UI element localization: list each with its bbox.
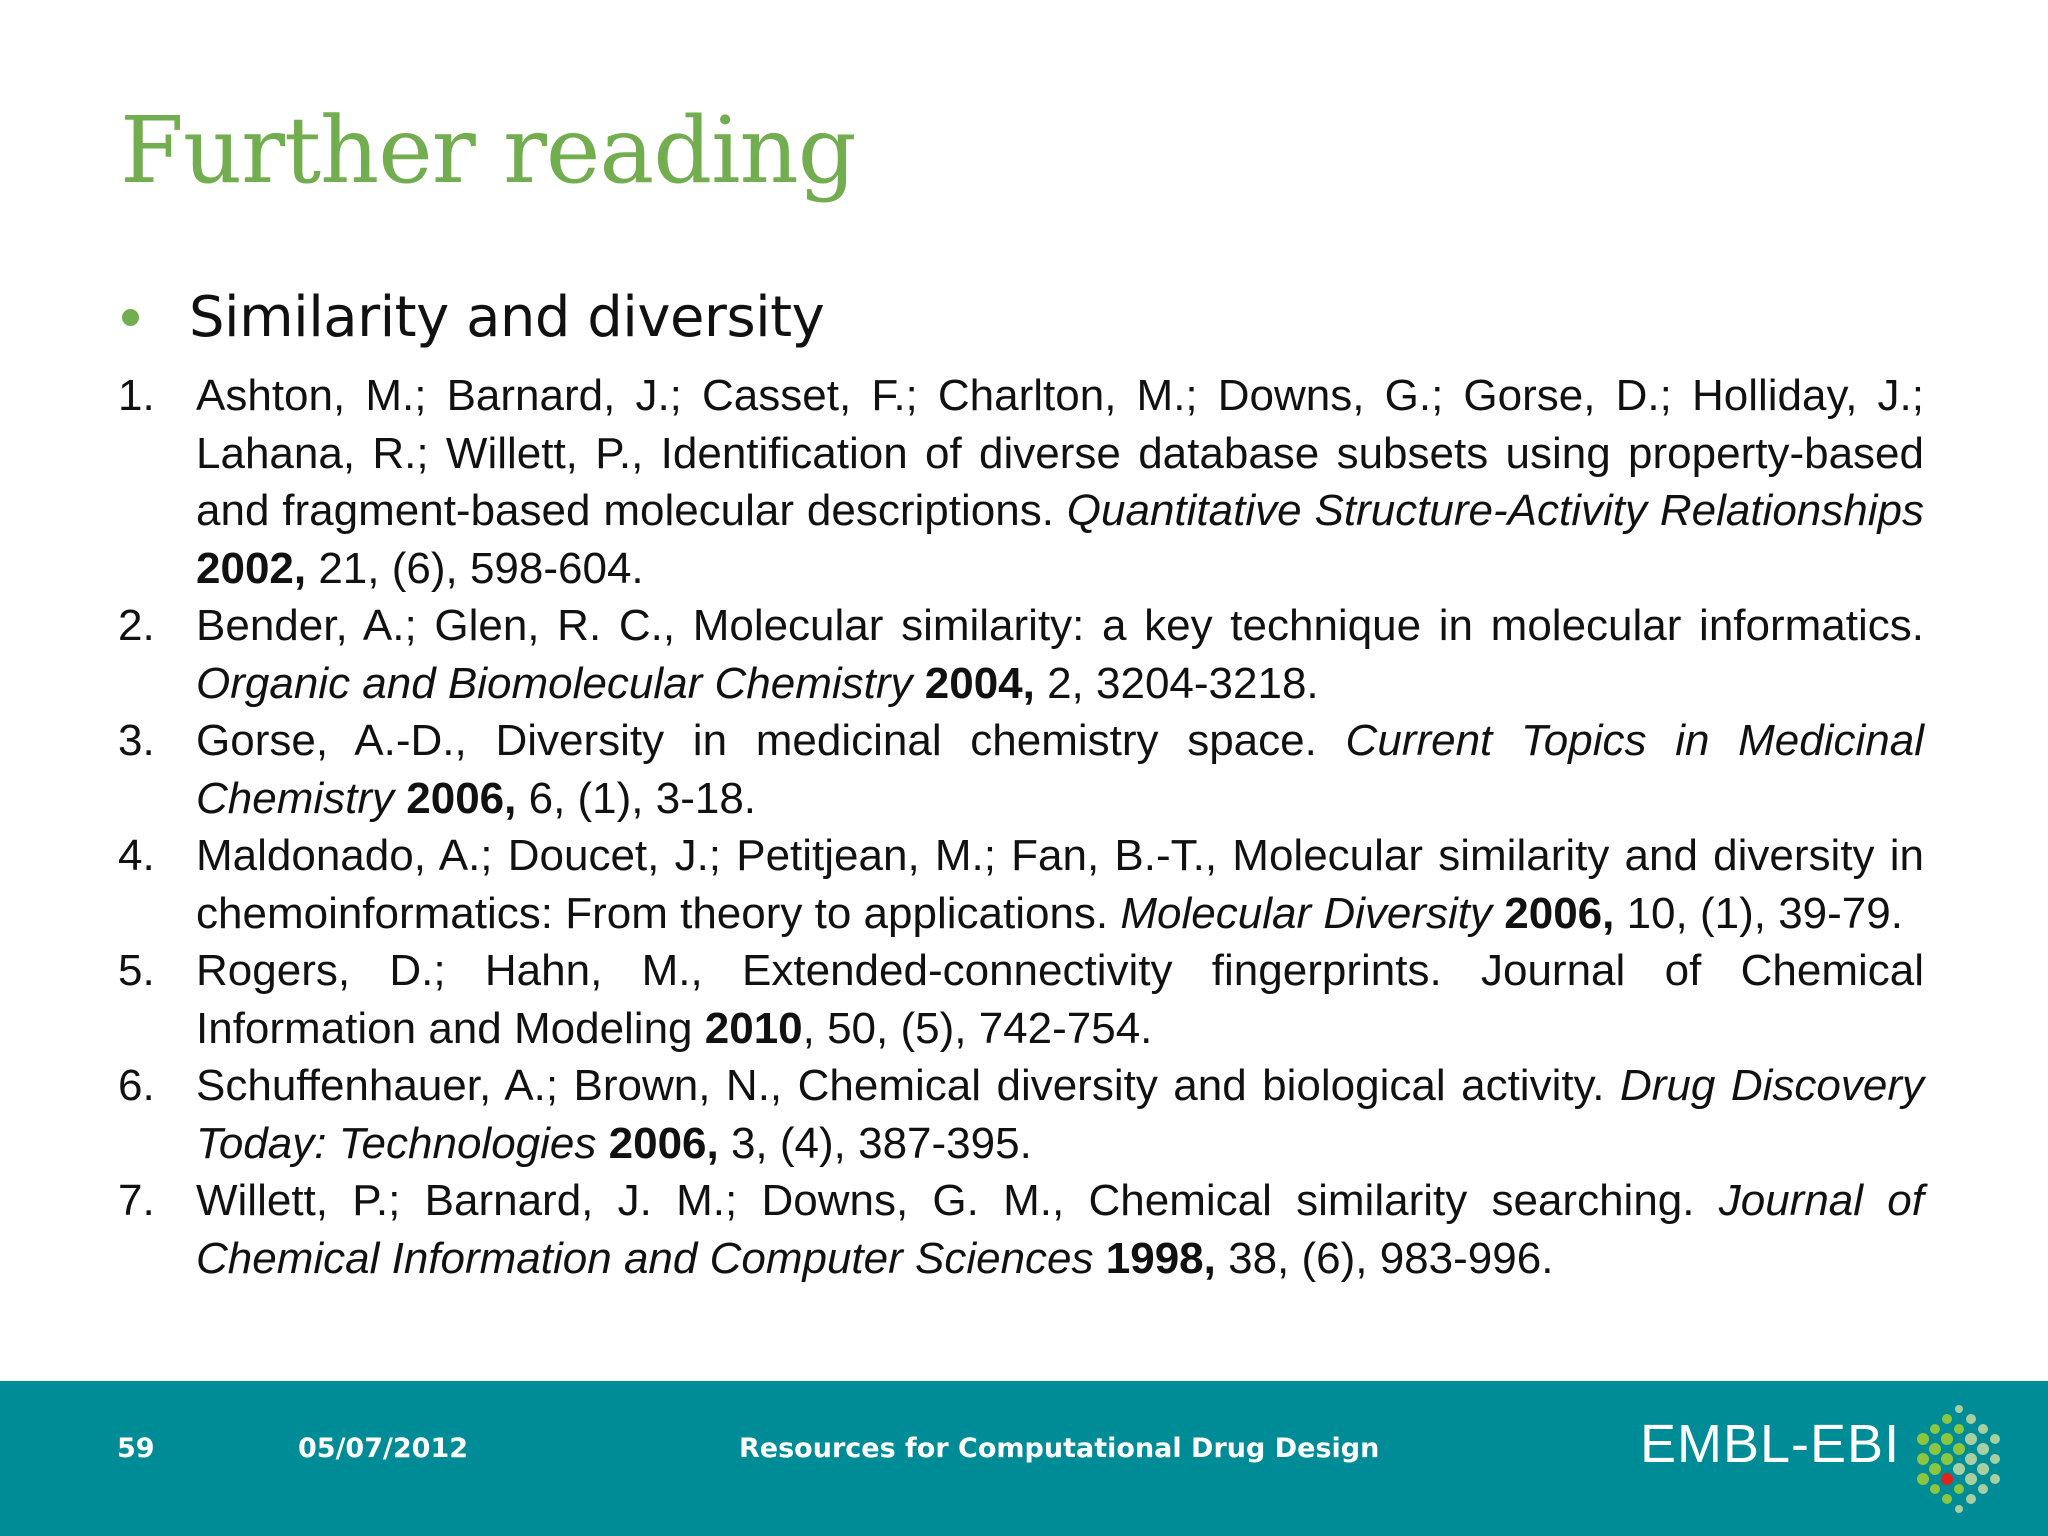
reference-details: 3, (4), 387-395.	[718, 1118, 1032, 1168]
reference-authors: Rogers, D.; Hahn, M., Extended-connectivity fingerprints. Journal of Chemical Information and Modeling	[196, 946, 1924, 1053]
reference-journal: Quantitative Structure-Activity Relationships	[1066, 486, 1924, 535]
section-bullet	[122, 285, 824, 350]
footer-date: 05/07/2012	[298, 1433, 469, 1464]
reference-journal: Journal of Chemical Information and Computer Sciences	[196, 1176, 1924, 1283]
reference-authors: Ashton, M.; Barnard, J.; Casset, F.; Charlton, M.; Downs, G.; Gorse, D.; Holliday, J.; Lahana, R.; Willett, P., Identification of diverse database subsets using property-based and fragment-based molecular descriptions.	[196, 371, 1924, 535]
slide-number: 59	[117, 1433, 155, 1464]
reference-authors: Willett, P.; Barnard, J. M.; Downs, G. M., Chemical similarity searching.	[196, 1176, 1719, 1225]
footer-bar	[0, 1381, 2048, 1536]
reference-number: 3.	[118, 716, 155, 765]
slide-title: Further reading	[120, 97, 856, 204]
reference-item	[118, 712, 1924, 827]
reference-authors: Gorse, A.-D., Diversity in medicinal chemistry space.	[196, 716, 1346, 765]
reference-journal: Organic and Biomolecular Chemistry	[196, 658, 913, 708]
reference-number: 1.	[118, 371, 155, 420]
section-heading: Similarity and diversity	[189, 285, 825, 350]
reference-details: 38, (6), 983-996.	[1215, 1233, 1554, 1283]
reference-number: 2.	[118, 601, 155, 650]
reference-number: 5.	[118, 946, 155, 995]
reference-details: 6, (1), 3-18.	[516, 773, 757, 823]
reference-number: 6.	[118, 1061, 155, 1110]
reference-authors: Schuffenhauer, A.; Brown, N., Chemical diversity and biological activity.	[196, 1061, 1620, 1110]
reference-year: 2006,	[608, 1118, 719, 1168]
reference-details: , 50, (5), 742-754.	[802, 1003, 1153, 1053]
reference-number: 4.	[118, 831, 155, 880]
reference-details: 10, (1), 39-79.	[1614, 888, 1903, 938]
reference-year: 2006,	[1504, 888, 1615, 938]
reference-year: 2010	[704, 1003, 803, 1053]
reference-year: 2004,	[924, 658, 1035, 708]
reference-authors: Bender, A.; Glen, R. C., Molecular similarity: a key technique in molecular informatics.	[196, 601, 1924, 650]
reference-details: 2, 3204-3218.	[1034, 658, 1319, 708]
reference-item	[118, 597, 1924, 712]
embl-logo-icon	[1905, 1403, 2015, 1518]
footer-course-title: Resources for Computational Drug Design	[739, 1433, 1380, 1464]
embl-ebi-logo-text: EMBL-EBI	[1640, 1414, 1901, 1474]
reference-journal: Current Topics in Medicinal Chemistry	[196, 716, 1924, 823]
reference-number: 7.	[118, 1176, 155, 1225]
reference-item	[118, 827, 1924, 942]
reference-year: 1998,	[1105, 1233, 1216, 1283]
bullet-dot-icon	[122, 309, 139, 326]
reference-item	[118, 1057, 1924, 1172]
reference-year: 2002,	[196, 543, 307, 593]
reference-authors: Maldonado, A.; Doucet, J.; Petitjean, M.; Fan, B.-T., Molecular similarity and diversity in chemoinformatics: From theory to applications.	[196, 831, 1924, 938]
reference-item	[118, 942, 1924, 1057]
reference-journal: Drug Discovery Today: Technologies	[196, 1061, 1924, 1168]
reference-journal: Molecular Diversity	[1120, 888, 1493, 938]
reference-list	[118, 367, 1924, 1287]
reference-year: 2006,	[406, 773, 517, 823]
reference-details: 21, (6), 598-604.	[306, 543, 644, 593]
reference-item	[118, 367, 1924, 597]
reference-item	[118, 1172, 1924, 1287]
